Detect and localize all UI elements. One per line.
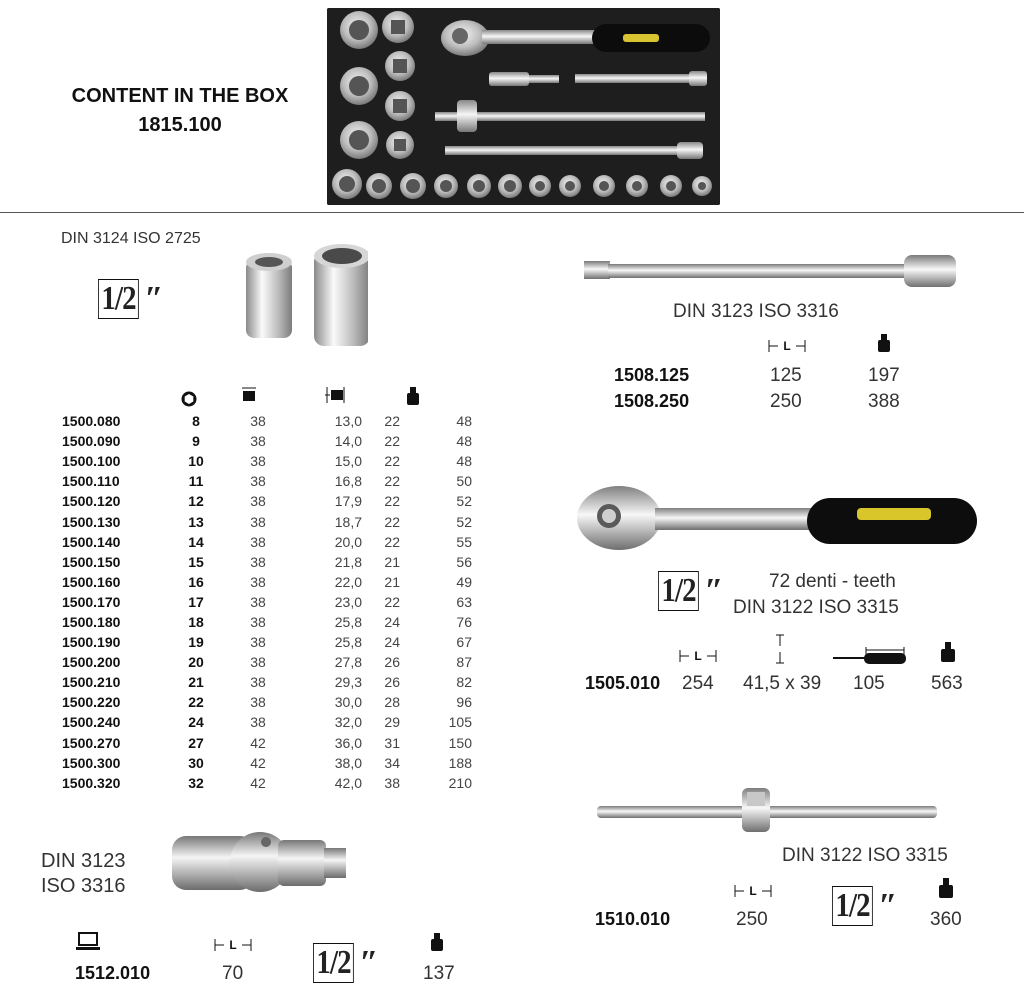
socket-d1-cell: 23,0 <box>334 593 362 610</box>
table-row <box>62 411 472 431</box>
table-row <box>62 612 472 632</box>
socket-code-cell: 1500.120 <box>62 493 121 510</box>
extension-standard: DIN 3123 ISO 3316 <box>673 301 839 322</box>
weight-icon <box>406 386 420 406</box>
socket-code-cell: 1500.100 <box>62 453 121 470</box>
socket-d1-cell: 42,0 <box>334 774 362 791</box>
socket-size-cell: 22 <box>188 694 204 711</box>
socket-len-cell: 38 <box>250 674 266 691</box>
socket-d2-cell: 34 <box>384 754 400 771</box>
socket-weight-cell: 48 <box>456 413 472 430</box>
socket-d1-cell: 15,0 <box>334 453 362 470</box>
ujoint-standard <box>41 849 126 899</box>
socket-code-cell: 1500.300 <box>62 754 121 771</box>
socket-d2-cell: 22 <box>384 533 400 550</box>
socket-len-cell: 38 <box>250 654 266 671</box>
socket-d1-cell: 25,8 <box>334 613 362 630</box>
table-row <box>62 532 472 552</box>
table-row <box>62 712 472 732</box>
socket-code-cell: 1500.180 <box>62 613 121 630</box>
socket-weight-cell: 82 <box>456 674 472 691</box>
socket-len-cell: 38 <box>250 553 266 570</box>
socket-len-cell: 38 <box>250 493 266 510</box>
socket-len-cell: 38 <box>250 573 266 590</box>
extension-row-2-weight: 388 <box>868 391 900 412</box>
socket-d2-cell: 24 <box>384 634 400 651</box>
socket-size-cell: 15 <box>188 553 204 570</box>
socket-d2-cell: 26 <box>384 654 400 671</box>
table-row <box>62 672 472 692</box>
box-contents-photo <box>327 8 720 205</box>
table-row <box>62 572 472 592</box>
box-title <box>60 82 300 140</box>
socket-size-cell: 20 <box>188 654 204 671</box>
ujoint-weight: 137 <box>423 963 455 984</box>
table-row <box>62 491 472 511</box>
socket-d1-cell: 13,0 <box>334 413 362 430</box>
socket-d1-cell: 29,3 <box>334 674 362 691</box>
ujoint-code: 1512.010 <box>75 963 151 983</box>
socket-d2-cell: 29 <box>384 714 400 731</box>
drive-size-box: 1/2 <box>832 886 873 926</box>
socket-size-cell: 19 <box>188 634 204 651</box>
length-icon-label: L <box>749 884 757 898</box>
diameter-icon <box>322 385 348 405</box>
socket-size-cell: 16 <box>188 573 204 590</box>
socket-d2-cell: 22 <box>384 493 400 510</box>
table-row <box>62 552 472 572</box>
drive-size-box: 1/2 <box>313 943 354 983</box>
socket-code-cell: 1500.090 <box>62 433 121 450</box>
length-icon <box>768 339 806 353</box>
ratchet-drive-size <box>658 571 723 611</box>
table-row <box>62 753 472 773</box>
socket-d1-cell: 22,0 <box>334 573 362 590</box>
socket-size-cell: 32 <box>188 774 204 791</box>
socket-weight-cell: 48 <box>456 433 472 450</box>
ratchet-head: 41,5 x 39 <box>743 673 822 694</box>
extension-row-1-length: 125 <box>770 365 802 386</box>
socket-code-cell: 1500.080 <box>62 413 121 430</box>
socket-code-cell: 1500.200 <box>62 654 121 671</box>
socket-code-cell: 1500.140 <box>62 533 121 550</box>
socket-len-cell: 38 <box>250 533 266 550</box>
socket-weight-cell: 56 <box>456 553 472 570</box>
t-bar-code: 1510.010 <box>595 909 671 929</box>
box-title-line1: CONTENT IN THE BOX <box>71 85 289 107</box>
drive-size-mark: ″ <box>144 280 164 317</box>
socket-code-cell: 1500.210 <box>62 674 121 691</box>
socket-weight-cell: 49 <box>456 573 472 590</box>
drive-size-box: 1/2 <box>98 279 139 319</box>
box-title-line2: 1815.100 <box>138 114 222 136</box>
socket-size-cell: 21 <box>188 674 204 691</box>
socket-len-cell: 38 <box>250 714 266 731</box>
socket-weight-cell: 96 <box>456 694 472 711</box>
socket-code-cell: 1500.240 <box>62 714 121 731</box>
socket-size-cell: 17 <box>188 593 204 610</box>
socket-depth-icon <box>240 385 258 403</box>
socket-weight-cell: 55 <box>456 533 472 550</box>
t-bar-photo <box>595 784 939 836</box>
socket-d2-cell: 22 <box>384 593 400 610</box>
length-icon-label: L <box>783 339 791 353</box>
sockets-photo <box>238 238 368 350</box>
table-row <box>62 632 472 652</box>
ratchet-weight: 563 <box>931 673 963 694</box>
socket-d2-cell: 24 <box>384 613 400 630</box>
socket-size-cell: 14 <box>188 533 204 550</box>
drive-size-mark: ″ <box>878 887 898 924</box>
socket-weight-cell: 188 <box>448 754 472 771</box>
extension-row-2-code: 1508.250 <box>614 391 690 411</box>
weight-icon <box>940 641 956 663</box>
socket-size-cell: 9 <box>192 433 200 450</box>
sockets-drive-size <box>98 279 163 319</box>
socket-size-cell: 18 <box>188 613 204 630</box>
socket-d1-cell: 30,0 <box>334 694 362 711</box>
socket-weight-cell: 50 <box>456 473 472 490</box>
handle-icon <box>832 645 908 665</box>
socket-size-cell: 10 <box>188 453 204 470</box>
socket-d1-cell: 32,0 <box>334 714 362 731</box>
socket-code-cell: 1500.130 <box>62 513 121 530</box>
length-icon <box>734 884 772 898</box>
socket-d1-cell: 21,8 <box>334 553 362 570</box>
socket-len-cell: 38 <box>250 473 266 490</box>
drive-size-mark: ″ <box>359 944 379 981</box>
ujoint-standard-line2: ISO 3316 <box>41 875 126 897</box>
socket-d2-cell: 21 <box>384 573 400 590</box>
socket-size-cell: 8 <box>192 413 200 430</box>
socket-len-cell: 42 <box>250 774 266 791</box>
socket-weight-cell: 76 <box>456 613 472 630</box>
table-row <box>62 431 472 451</box>
socket-d1-cell: 17,9 <box>334 493 362 510</box>
socket-weight-cell: 210 <box>448 774 472 791</box>
universal-joint-photo <box>168 826 356 898</box>
socket-d2-cell: 28 <box>384 694 400 711</box>
socket-len-cell: 38 <box>250 413 266 430</box>
socket-code-cell: 1500.150 <box>62 553 121 570</box>
length-icon <box>679 649 717 663</box>
length-icon-label: L <box>229 938 237 952</box>
socket-d2-cell: 22 <box>384 433 400 450</box>
socket-code-cell: 1500.160 <box>62 573 121 590</box>
ujoint-drive-size <box>313 943 378 983</box>
socket-d2-cell: 22 <box>384 453 400 470</box>
socket-size-cell: 24 <box>188 714 204 731</box>
socket-code-cell: 1500.270 <box>62 734 121 751</box>
computer-icon <box>75 932 101 952</box>
t-bar-length: 250 <box>736 909 768 930</box>
socket-len-cell: 38 <box>250 433 266 450</box>
socket-d2-cell: 22 <box>384 413 400 430</box>
socket-size-cell: 13 <box>188 513 204 530</box>
t-bar-standard: DIN 3122 ISO 3315 <box>782 845 948 866</box>
socket-size-cell: 11 <box>188 473 204 490</box>
socket-code-cell: 1500.110 <box>62 473 120 490</box>
ujoint-length: 70 <box>222 963 244 984</box>
table-row <box>62 652 472 672</box>
socket-code-cell: 1500.220 <box>62 694 121 711</box>
t-bar-drive-size <box>832 886 897 926</box>
socket-d1-cell: 16,8 <box>334 473 362 490</box>
socket-len-cell: 38 <box>250 694 266 711</box>
drive-size-box: 1/2 <box>658 571 699 611</box>
table-row <box>62 451 472 471</box>
ratchet-code: 1505.010 <box>585 673 661 693</box>
table-row <box>62 773 472 793</box>
socket-len-cell: 38 <box>250 613 266 630</box>
socket-size-cell: 12 <box>188 493 204 510</box>
extension-row-1-weight: 197 <box>868 365 900 386</box>
socket-d1-cell: 36,0 <box>334 734 362 751</box>
table-row <box>62 511 472 531</box>
socket-d1-cell: 25,8 <box>334 634 362 651</box>
socket-weight-cell: 52 <box>456 493 472 510</box>
ratchet-handle: 105 <box>853 673 885 694</box>
socket-weight-cell: 48 <box>456 453 472 470</box>
socket-len-cell: 38 <box>250 593 266 610</box>
weight-icon <box>938 877 954 899</box>
socket-size-cell: 27 <box>188 734 204 751</box>
weight-icon <box>877 333 891 353</box>
ratchet-photo <box>575 484 979 558</box>
sockets-standard: DIN 3124 ISO 2725 <box>61 230 201 247</box>
drive-size-mark: ″ <box>704 572 724 609</box>
socket-d2-cell: 38 <box>384 774 400 791</box>
socket-d1-cell: 14,0 <box>334 433 362 450</box>
socket-len-cell: 38 <box>250 634 266 651</box>
socket-d1-cell: 20,0 <box>334 533 362 550</box>
socket-d2-cell: 22 <box>384 513 400 530</box>
table-row <box>62 592 472 612</box>
socket-code-cell: 1500.170 <box>62 593 121 610</box>
socket-weight-cell: 52 <box>456 513 472 530</box>
socket-d1-cell: 38,0 <box>334 754 362 771</box>
socket-d2-cell: 31 <box>384 734 400 751</box>
extension-bar-photo <box>582 252 962 292</box>
sockets-table <box>62 411 472 793</box>
table-row <box>62 733 472 753</box>
length-icon <box>214 938 252 952</box>
table-row <box>62 692 472 712</box>
ujoint-standard-line1: DIN 3123 <box>41 850 126 872</box>
socket-weight-cell: 67 <box>456 634 472 651</box>
socket-len-cell: 42 <box>250 754 266 771</box>
header-divider <box>0 212 1024 213</box>
socket-code-cell: 1500.320 <box>62 774 121 791</box>
weight-icon <box>430 932 444 952</box>
t-bar-weight: 360 <box>930 909 962 930</box>
socket-weight-cell: 150 <box>448 734 472 751</box>
socket-d1-cell: 27,8 <box>334 654 362 671</box>
length-icon-label: L <box>694 649 702 663</box>
socket-d2-cell: 21 <box>384 553 400 570</box>
socket-weight-cell: 87 <box>456 654 472 671</box>
socket-code-cell: 1500.190 <box>62 634 121 651</box>
ratchet-length: 254 <box>682 673 714 694</box>
table-row <box>62 471 472 491</box>
extension-row-2-length: 250 <box>770 391 802 412</box>
head-height-icon <box>773 633 787 665</box>
ratchet-teeth: 72 denti - teeth <box>769 571 896 592</box>
socket-size-cell: 30 <box>188 754 204 771</box>
socket-len-cell: 42 <box>250 734 266 751</box>
extension-row-1-code: 1508.125 <box>614 365 690 385</box>
socket-d1-cell: 18,7 <box>334 513 362 530</box>
socket-d2-cell: 22 <box>384 473 400 490</box>
socket-weight-cell: 105 <box>448 714 472 731</box>
ratchet-standard: DIN 3122 ISO 3315 <box>733 597 899 618</box>
socket-len-cell: 38 <box>250 513 266 530</box>
hex-icon <box>181 391 197 407</box>
socket-len-cell: 38 <box>250 453 266 470</box>
socket-weight-cell: 63 <box>456 593 472 610</box>
socket-d2-cell: 26 <box>384 674 400 691</box>
